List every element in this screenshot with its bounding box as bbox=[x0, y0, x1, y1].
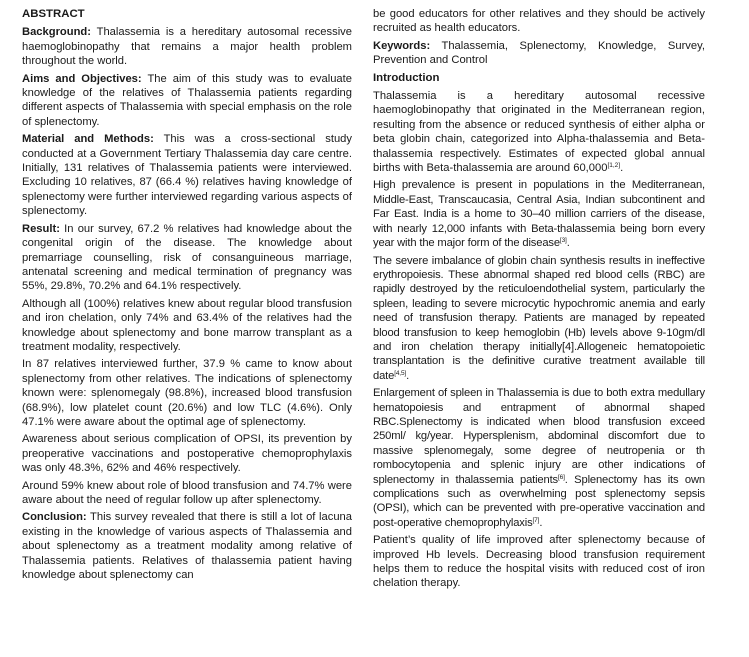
introduction-column bbox=[373, 7, 705, 594]
abstract-methods bbox=[22, 132, 352, 218]
abstract-background bbox=[22, 25, 352, 68]
intro-paragraph-3 bbox=[373, 254, 705, 384]
intro-p4-text2: . Splenectomy has its own complications such as overwhelming post splenectomy sepsis (OPSI), which can be prevented with pre-operative vaccination and post-operative chemoprophylaxis bbox=[373, 473, 705, 529]
intro-p3-text: The severe imbalance of globin chain synthesis results in ineffective erythropoiesis. These abnormal shaped red blood cells (RBC) are rapidly destroyed by the reticuloendothelial system, particularly the spleen, leading to severe microcytic hypochromic anemia and early need of transfusion therapy. Patients are managed by repeated blood transfusion to keep hemoglobin (Hb) levels above 9-10gm/dl and iron chelation therapy initially[4].Allogeneic hematopoietic transplantation is the definitive curative treatment available till date bbox=[373, 254, 705, 382]
intro-p4-text1: Enlargement of spleen in Thalassemia is due to both extra medullary hematopoiesis and entrapment of abnormal shaped RBC.Splenectomy is indicated when blood transfusion exceed 250ml/ kg/year. Hypersplenism, abdominal discomfort due to massive splenomegaly, some degree of neutropenia or th rombocytopenia and splenic injury are other indications of splenectomy in thalassemia patients bbox=[373, 387, 705, 486]
abstract-conclusion bbox=[22, 510, 352, 582]
introduction-heading: Introduction bbox=[373, 71, 440, 84]
keywords-label: Keywords: bbox=[373, 39, 431, 52]
intro-p2-text: High prevalence is present in populations in the Mediterranean, Middle-East, Transcaucasia, Central Asia, Indian subcontinent and Far East. India is a home to 30–40 million carriers of the disease, with nearly 12,000 infants with Beta-thalassemia being born every year with the major form of the disease bbox=[373, 179, 705, 250]
abstract-result bbox=[22, 222, 352, 294]
intro-paragraph-4 bbox=[373, 386, 705, 530]
keywords-text: Thalassemia, Splenectomy, Knowledge, Survey, Prevention and Control bbox=[373, 39, 705, 67]
citation-ref: [7] bbox=[532, 516, 540, 524]
abstract-indications-paragraph: In 87 relatives interviewed further, 37.9 % came to know about splenectomy from other relatives. The indications of splenectomy known were: splenomegaly (98.8%), increased blood transfusion (68.9%), low platelet count (20.6%) and low TLC (4.6%). Only 47.1% were aware about the optimal age of splenectomy. bbox=[22, 358, 352, 428]
intro-p2-end: . bbox=[566, 237, 570, 250]
aims-label: Aims and Objectives: bbox=[22, 72, 142, 85]
abstract-aims bbox=[22, 72, 352, 130]
abstract-opsi-paragraph: Awareness about serious complication of OPSI, its prevention by preoperative vaccinations and postoperative chemoprophylaxis was only 48.3%, 62% and 46% respectively. bbox=[22, 433, 352, 475]
abstract-heading: ABSTRACT bbox=[22, 8, 85, 20]
intro-paragraph-2 bbox=[373, 178, 705, 250]
intro-paragraph-5: Patient’s quality of life improved after splenectomy because of improved Hb levels. Decreasing blood transfusion requirement helps them to reduce the hospital visits with reduced cost of iron chelation therapy. bbox=[373, 534, 705, 590]
result-text: In our survey, 67.2 % relatives had knowledge about the congenital origin of the disease. The knowledge about premarriage counselling, risk of consanguineous marriage, antenatal screening and medical termination of pregnancy was 55%, 29.8%, 70.2% and 64.1% respectively. bbox=[22, 222, 352, 293]
conclusion-label: Conclusion: bbox=[22, 511, 87, 524]
background-label: Background: bbox=[22, 26, 91, 39]
background-text: Thalassemia is a hereditary autosomal recessive haemoglobinopathy that remains a major health problem throughout the world. bbox=[22, 26, 352, 68]
methods-label: Material and Methods: bbox=[22, 133, 154, 146]
citation-ref: [1,2] bbox=[607, 162, 621, 170]
citation-ref: [4,5] bbox=[394, 369, 407, 377]
result-label: Result: bbox=[22, 222, 60, 235]
intro-paragraph-1 bbox=[373, 89, 705, 175]
abstract-chelation-paragraph: Although all (100%) relatives knew about regular blood transfusion and iron chelation, only 74% and 63.4% of the relatives had the knowledge about splenectomy and bone marrow transplant as a treatment modality, respectively. bbox=[22, 297, 352, 353]
abstract-followup-paragraph: Around 59% knew about role of blood transfusion and 74.7% were aware about the need of regular follow up after splenectomy. bbox=[22, 479, 352, 506]
conclusion-text: This survey revealed that there is still a lot of lacuna existing in the knowledge of various aspects of Thalassemia and about splenectomy as a treatment modality among relative of Thalassemia patients. Relatives of thalassemia patient having knowledge about splenectomy can bbox=[22, 511, 352, 582]
conclusion-continuation: be good educators for other relatives and they should be actively recruited as health educators. bbox=[373, 8, 705, 35]
intro-p4-end: . bbox=[539, 516, 543, 529]
citation-ref: [3] bbox=[559, 237, 567, 245]
keywords bbox=[373, 39, 705, 68]
intro-p1-text: Thalassemia is a hereditary autosomal recessive haemoglobinopathy that originated in the Mediterranean region, resulting from the absence or reduced synthesis of either alpha or beta globin chain, categorized into Alpha-thalassemia and Beta-thalassemia respectively. Estimates of expected global annual births with Beta-thalassemia are around 60,000 bbox=[373, 90, 705, 175]
aims-text: The aim of this study was to evaluate knowledge of the relatives of Thalassemia patients regarding different aspects of Thalassemia with special emphasis on the role of splenectomy. bbox=[22, 72, 352, 128]
intro-p3-end: . bbox=[406, 369, 410, 382]
methods-text: This was a cross-sectional study conducted at a Government Tertiary Thalassemia day care centre. Initially, 131 relatives of Thalassemia patients were interviewed. Excluding 10 relatives, 87 (66.4 %) relatives having knowledge of splenectomy were further interviewed regarding various aspects of splenectomy. bbox=[22, 133, 352, 218]
intro-p1-end: . bbox=[620, 162, 624, 175]
citation-ref: [6] bbox=[557, 473, 565, 481]
abstract-column bbox=[22, 7, 352, 585]
